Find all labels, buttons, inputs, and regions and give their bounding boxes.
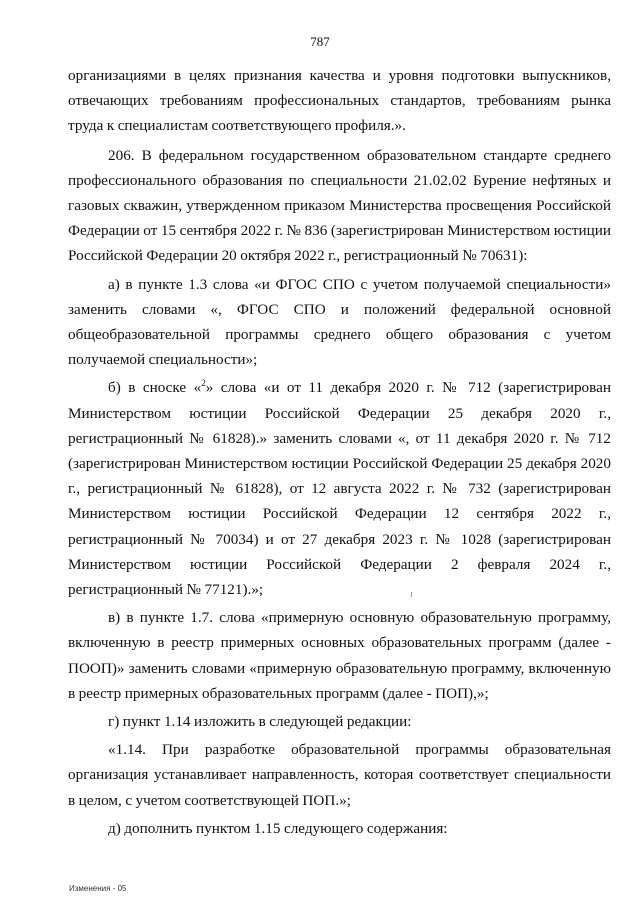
footer-label: Изменения - 05 xyxy=(69,884,127,893)
document-body xyxy=(68,63,611,844)
scan-artifact xyxy=(411,592,412,597)
paragraph-v: в) в пункте 1.7. слова «примерную основную образовательную программу, включенную в реестр примерных основных образовательных программ (далее - ПООП)» заменить словами «примерную образовательную программу, включенную в реестр примерных образовательных программ (далее - ПОП),»; xyxy=(68,609,611,702)
paragraph-b xyxy=(68,375,611,602)
paragraph-206: 206. В федеральном государственном образовательном стандарте среднего профессионального образования по специальности 21.02.02 Бурение нефтяных и газовых скважин, утвержденном приказом Министерства просвещения Российской Федерации от 15 сентября 2022 г. № 836 (зарегистрирован Министерством юстиции Российской Федерации 20 октября 2022 г., регистрационный № 70631): xyxy=(68,146,611,265)
paragraph-b-start: б) в сноске « xyxy=(108,379,202,397)
paragraph-a: а) в пункте 1.3 слова «и ФГОС СПО с учетом получаемой специальности» заменить словами «, ФГОС СПО и положений федеральной основной общеобразовательной программы среднего общего образования с учетом получаемой специальности»; xyxy=(68,275,611,369)
page-number: 787 xyxy=(310,34,330,49)
paragraph-b-rest: » слова «и от 11 декабря 2020 г. № 712 (зарегистрирован Министерством юстиции Российской Федерации 25 декабря 2020 г., регистрационный № 61828).» заменить словами «, от 11 декабря 2020 г. № 712 (зарегистрирован Министерством юстиции Российской Федерации 25 декабря 2020 г., регистрационный № 61828), от 12 августа 2022 г. № 732 (зарегистрирован Министерством юстиции Российской Федерации 12 сентября 2022 г., регистрационный № 70034) и от 27 декабря 2023 г. № 1028 (зарегистрирован Министерством юстиции Российской Федерации 2 февраля 2024 г., регистрационный № 77121).»; xyxy=(68,379,611,599)
paragraph-continuation: организациями в целях признания качества и уровня подготовки выпускников, отвечающих требованиям профессиональных стандартов, требованиям рынка труда к специалистам соответствующего профиля.». xyxy=(68,67,611,135)
paragraph-d: д) дополнить пунктом 1.15 следующего содержания: xyxy=(108,819,448,837)
footnote-ref: 2 xyxy=(201,378,206,389)
paragraph-quote-1-14: «1.14. При разработке образовательной программы образовательная организация устанавливает направленность, которая соответствует специальности в целом, с учетом соответствующей ПОП.»; xyxy=(68,741,611,809)
paragraph-g: г) пункт 1.14 изложить в следующей редакции: xyxy=(108,713,412,731)
